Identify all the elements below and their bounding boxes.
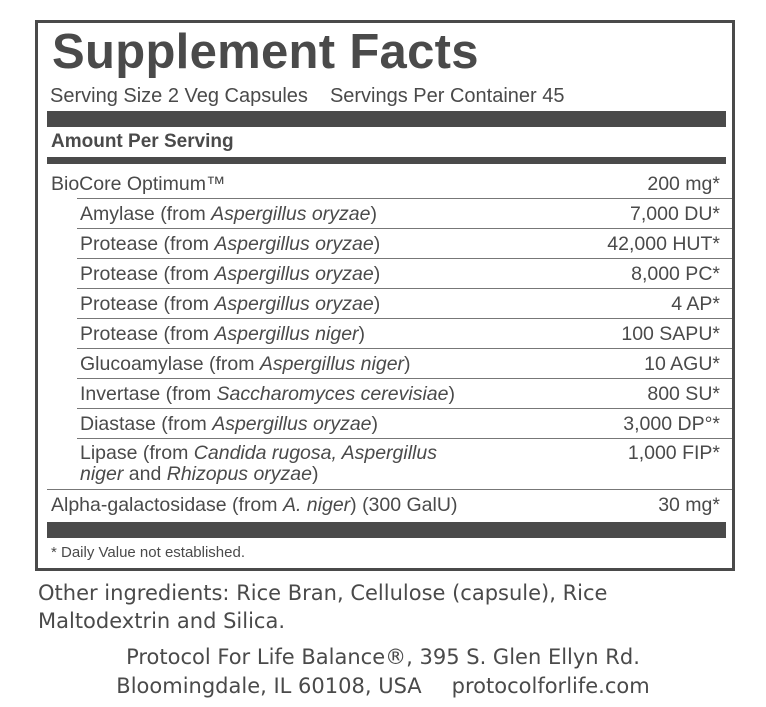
company-name-line: Protocol For Life Balance®, 395 S. Glen Ellyn Rd.: [126, 645, 640, 669]
serving-info: [50, 85, 565, 108]
row-divider: [77, 318, 732, 319]
supplement-facts-panel: Supplement Facts Serving Size 2 Veg Capsules Servings Per Container 45 Amount Per Serving BioCore Optimum™ 200 mg* Amylase (from Aspergillus oryzae) 7,000 DU* Protease (from Aspergillus oryzae) 42,000 HUT* Protease (from Aspergillus oryzae) 8,000 PC* Protease (from Aspergillus oryzae) 4 AP* Protease (from Aspergillus niger) 100 SAPU* Glucoamylase (from Aspergillus niger) 10 AGU* Invertase (from Saccharomyces cerevisiae) 800 SU* Diastase (from Aspergillus oryzae) 3,000 DP°* Lipase (from Candida rugosa, Aspergillus niger and Rhizopus oryzae) 1,000 FIP* Alpha-galactosidase (from A. niger) (300 GalU) 30 mg* * Daily Value not established.: [35, 20, 735, 571]
ingredient-amount: 10 AGU*: [644, 353, 720, 375]
ingredient-amount: 30 mg*: [658, 494, 720, 516]
company-info: [0, 643, 766, 701]
row-divider: [77, 258, 732, 259]
row-divider: [77, 288, 732, 289]
blend-amount: 200 mg*: [647, 173, 720, 195]
row-divider: [77, 348, 732, 349]
blend-name: BioCore Optimum™: [51, 173, 226, 195]
thick-divider: [47, 522, 726, 538]
row-divider: [77, 438, 732, 439]
ingredient-amount: 1,000 FIP*: [627, 442, 720, 464]
row-divider: [77, 378, 732, 379]
row-divider: [47, 489, 732, 490]
row-divider: [77, 198, 732, 199]
ingredient-amount: 3,000 DP°*: [623, 413, 720, 435]
medium-divider: [47, 157, 726, 164]
ingredient-row-lipase: Lipase (from Candida rugosa, Aspergillus niger and Rhizopus oryzae) 1,000 FIP*: [80, 442, 720, 485]
other-ingredients-line: Maltodextrin and Silica.: [38, 609, 286, 633]
daily-value-footnote: * Daily Value not established.: [51, 544, 246, 561]
other-ingredients: [38, 579, 607, 635]
row-divider: [77, 408, 732, 409]
ingredient-amount: 8,000 PC*: [631, 263, 720, 285]
ingredient-amount: 100 SAPU*: [621, 323, 720, 345]
serving-size: Serving Size 2 Veg Capsules: [50, 85, 308, 107]
amount-per-serving-header: Amount Per Serving: [51, 131, 234, 152]
ingredient-amount: 7,000 DU*: [630, 203, 720, 225]
panel-title: Supplement Facts: [52, 25, 479, 79]
row-divider: [77, 228, 732, 229]
company-website: protocolforlife.com: [451, 674, 650, 698]
thick-divider: [47, 111, 726, 127]
company-address: Bloomingdale, IL 60108, USA: [116, 674, 422, 698]
ingredient-amount: 4 AP*: [671, 293, 720, 315]
ingredient-amount: 42,000 HUT*: [607, 233, 720, 255]
servings-per-container: Servings Per Container 45: [329, 85, 565, 107]
ingredient-amount: 800 SU*: [647, 383, 720, 405]
other-ingredients-line: Other ingredients: Rice Bran, Cellulose (capsule), Rice: [38, 581, 608, 605]
